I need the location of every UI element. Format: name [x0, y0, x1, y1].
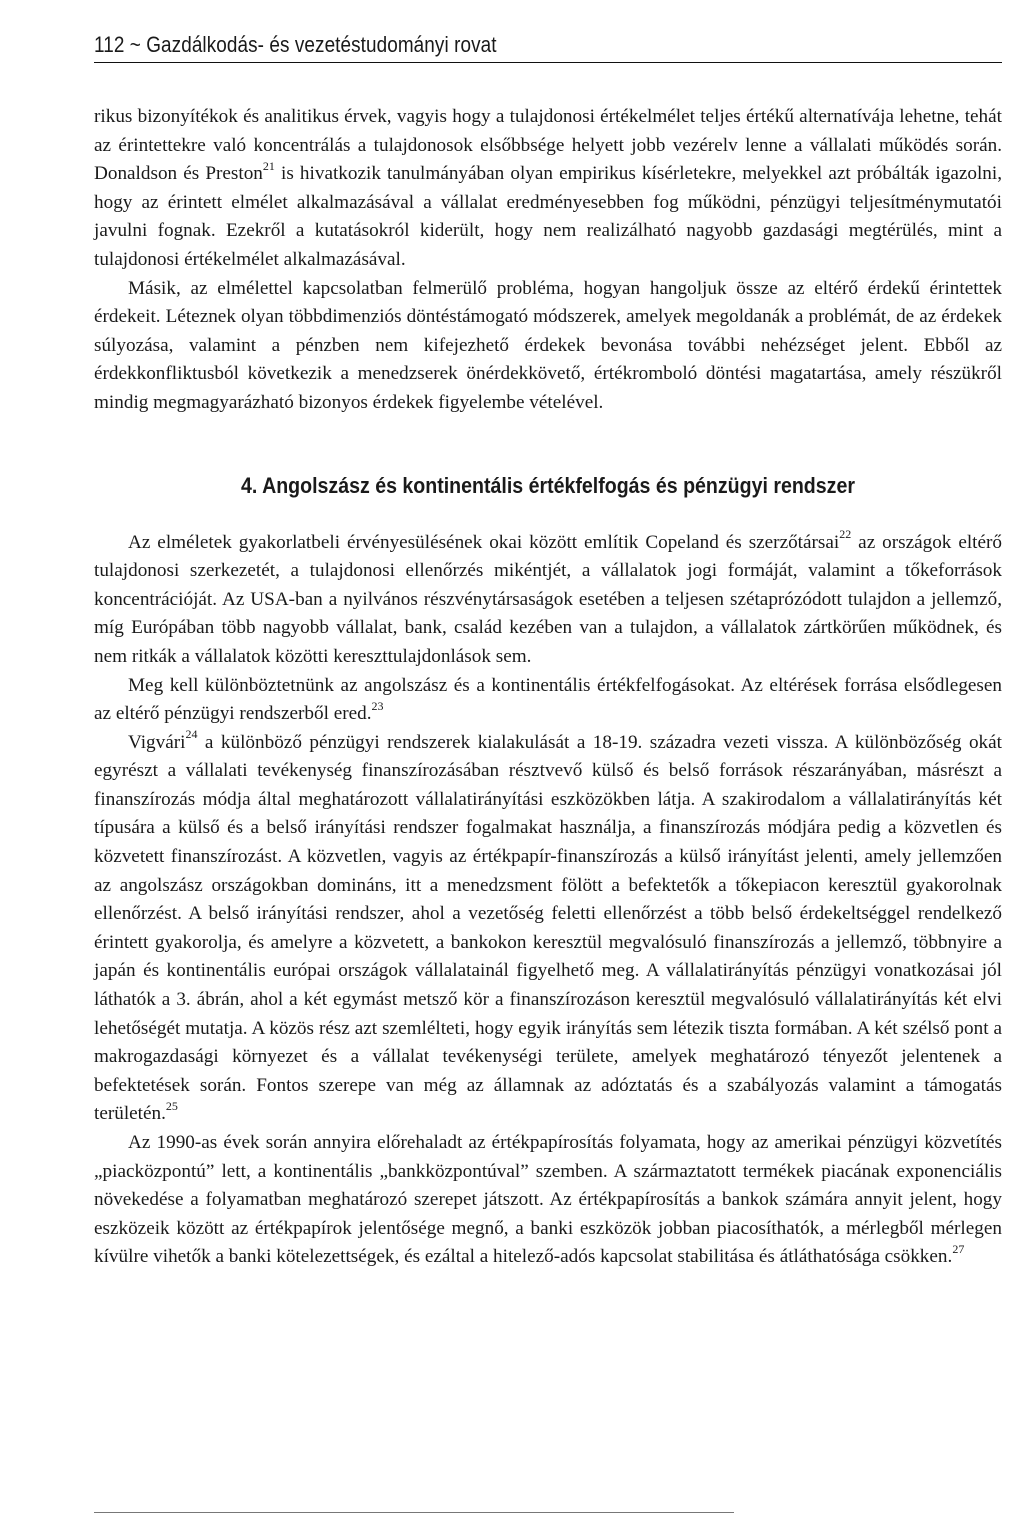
section-title: Angolszász és kontinentális értékfelfogás és pénzügyi rendszer [262, 472, 855, 498]
paragraph-text: a különböző pénzügyi rendszerek kialakulását a 18-19. századra vezeti vissza. A különbözőség okát egyrészt a vállalati tevékenység finanszírozásában résztvevő külső és belső források részarányában, másrészt a finanszírozás módja által meghatározott vállalatirányítási eszközökben látja. A szakirodalom a vállalatirányítás két típusára a külső és a belső irányítási rendszer fogalmakat használja, a finanszírozás módjára pedig a közvetlen és közvetett finanszírozást. A közvetlen, vagyis az értékpapír-finanszírozás a külső irányítást jelenti, amely jellemzően az angolszász országokban domináns, itt a menedzsment fölött a befektetők a tőkepiacon keresztül gyakorolnak ellenőrzést. A belső irányítási rendszer, ahol a vezetőség feletti ellenőrzést a több belső érdekeltséggel rendelkező érintett gyakorolja, és amelyre a közvetett, a bankokon keresztül megvalósuló finanszírozás a jellemző, többnyire a japán és kontinentális európai országok vállalatainál figyelhető meg. A vállalatirányítás pénzügyi vonatkozásai jól láthatók a 3. ábrán, ahol a két egymást metsző kör a finanszírozáson keresztül megvalósuló vállalatirányítás két elvi lehetőségét mutatja. A közös rész azt szemlélteti, hogy egyik irányítás sem létezik tiszta formában. A két szélső pont a makrogazdasági környezet és a vállalat tevékenységi területe, amelyek meghatározó tényezőt jelentenek a befektetések során. Fontos szerepe van még az államnak az adóztatás és a szabályozás valamint a támogatás területén. [94, 731, 1002, 1125]
header-separator: ~ [129, 32, 141, 57]
footnote-rule [94, 1512, 734, 1513]
running-title: Gazdálkodás- és vezetéstudományi rovat [146, 32, 497, 57]
footnote-marker: 25 [165, 1099, 178, 1114]
section-heading [153, 471, 943, 501]
paragraph-text: Az 1990-as évek során annyira előrehaladt az értékpapírosítás folyamata, hogy az amerikai pénzügyi közvetítés „piacközpontú” lett, a kontinentális „bankközpontúval” szemben. A származtatott termékek piacának exponenciális növekedése a folyamatban meghatározó szerepet játszott. Az értékpapírosítás a bankok számára annyit jelent, hogy eszközeik között az értékpapírok jelentősége megnő, a banki eszközök jobban piacosíthatók, a mérlegből mérlegen kívülre vihetők a banki kötelezettségek, és ezáltal a hitelező-adós kapcsolat stabilitása és átláthatósága csökken. [94, 1132, 1002, 1268]
paragraph [94, 275, 1002, 418]
paragraph [94, 729, 1002, 1129]
section-3-continuation [94, 103, 1002, 418]
paragraph-text: Másik, az elmélettel kapcsolatban felmerülő probléma, hogyan hangoljuk össze az eltérő érdekű érintettek érdekeit. Léteznek olyan többdimenziós döntéstámogató módszerek, amelyek megoldanák a problémát, de az érdekek súlyozása, valamint a pénzben nem kifejezhető érdekek bevonása további nehézséget jelent. Ebből az érdekkonfliktusból következik a menedzserek önérdekkövető, értékromboló döntési magatartása, amely részükről mindig megmagyarázható bizonyos érdekek figyelembe vételével. [94, 277, 1002, 413]
footnote-marker: 27 [952, 1241, 965, 1256]
section-number: 4. [241, 472, 258, 498]
page-number: 112 [94, 32, 125, 57]
paragraph-text: az országok eltérő tulajdonosi szerkezetét, a tulajdonosi ellenőrzés mikéntjét, a vállalatok jogi formáját, valamint a tőkeforrások koncentrációját. Az USA-ban a nyilvános részvénytársaságok esetében a teljesen szétaprózódott tulajdon a jellemző, míg Európában több nagyobb vállalat, bank, család kezében van a tulajdon, a vállalatok zártkörűen működnek, és nem ritkák a vállalatok közötti kereszttulajdonlások sem. [94, 531, 1002, 667]
article-body [94, 103, 1002, 1272]
footnote-marker: 24 [185, 727, 198, 742]
page [94, 30, 1002, 1272]
paragraph-text: rikus bizonyítékok és analitikus érvek, vagyis hogy a tulajdonosi értékelmélet teljes értékű alternatívája lehetne, tehát az érintettekre való koncentrálás a tulajdonosok elsőbbsége helyett jobb vezérelv lenne a vállalati működés során. Donaldson és Preston [94, 106, 1002, 185]
header-rule [94, 62, 1002, 63]
footnote-marker: 21 [262, 158, 275, 173]
paragraph-text: Az elméletek gyakorlatbeli érvényesülésének okai között említik Copeland és szerzőtársai [128, 531, 840, 553]
running-head [94, 30, 875, 60]
footnote-marker: 22 [839, 527, 852, 542]
paragraph-text: Vigvári [128, 731, 186, 753]
paragraph [94, 672, 1002, 729]
paragraph [94, 1129, 1002, 1272]
footnote-marker: 23 [371, 698, 384, 713]
paragraph [94, 529, 1002, 672]
paragraph-text: Meg kell különböztetnünk az angolszász és a kontinentális értékfelfogásokat. Az eltérések forrása elsődlegesen az eltérő pénzügyi rendszerből ered. [94, 674, 1002, 725]
paragraph-text: is hivatkozik tanulmányában olyan empirikus kísérletekre, melyekkel azt próbálták igazolni, hogy az érintett elmélet alkalmazásával a vállalat eredményesebben fog működni, pénzügyi teljesítménymutatói javulni fognak. Ezekről a kutatásokról kiderült, hogy nem realizálható nagyobb gazdasági megtérülés, mint a tulajdonosi értékelmélet alkalmazásával. [94, 163, 1002, 270]
paragraph [94, 103, 1002, 275]
section-4-body [94, 529, 1002, 1272]
